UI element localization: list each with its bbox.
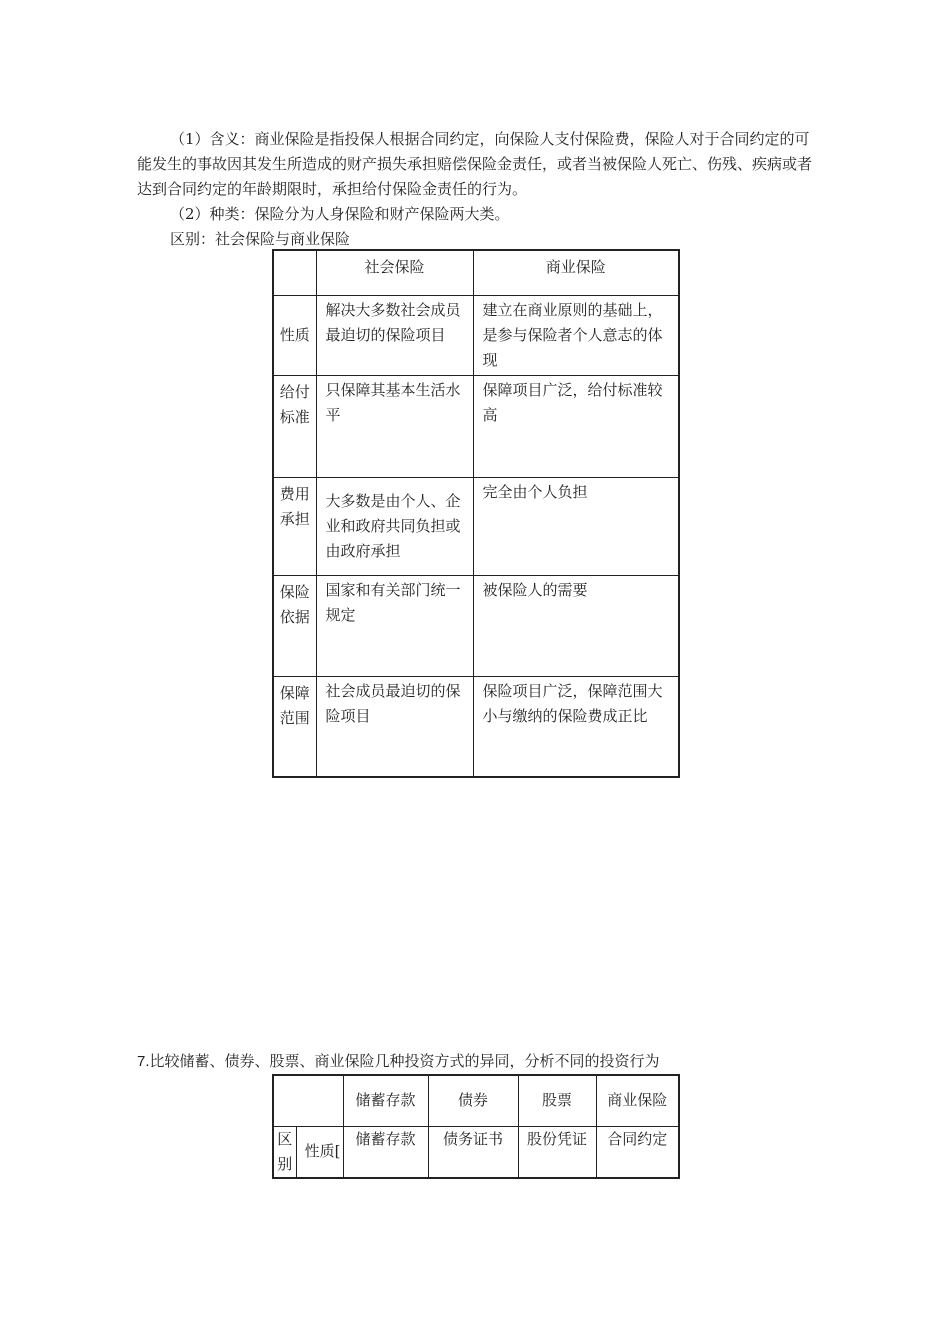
header-commercial-insurance: 商业保险	[473, 250, 679, 295]
investment-comparison-table	[272, 1074, 680, 1179]
cell-commercial-insurance: 合同约定	[596, 1126, 679, 1178]
cell-social: 社会成员最迫切的保险项目	[316, 676, 473, 777]
cell-commercial: 保障项目广泛，给付标准较高	[473, 375, 679, 477]
table-row	[273, 295, 679, 375]
table-row	[273, 477, 679, 575]
cell-social: 只保障其基本生活水平	[316, 375, 473, 477]
definition-paragraph: （1）含义：商业保险是指投保人根据合同约定，向保险人支付保险费，保险人对于合同约定的可能发生的事故因其发生所造成的财产损失承担赔偿保险金责任，或者当被保险人死亡、伤残、疾病或者达到合同约定的年龄期限时，承担给付保险金责任的行为。	[137, 130, 813, 198]
table-row	[273, 676, 679, 777]
table-row	[273, 575, 679, 676]
cell-bonds: 债务证书	[428, 1126, 518, 1178]
table-row	[273, 375, 679, 477]
table-header-row	[273, 250, 679, 295]
cell-commercial: 被保险人的需要	[473, 575, 679, 676]
cell-social: 国家和有关部门统一规定	[316, 575, 473, 676]
row-label-coverage: 保障范围	[273, 676, 316, 777]
cell-savings: 储蓄存款	[343, 1126, 428, 1178]
table-header-row	[273, 1075, 679, 1126]
cell-commercial: 建立在商业原则的基础上，是参与保险者个人意志的体现	[473, 295, 679, 375]
row-label-nature: 性质[	[296, 1126, 343, 1178]
table-corner-cell	[273, 1075, 343, 1126]
insurance-comparison-table	[272, 249, 680, 778]
header-bonds: 债券	[428, 1075, 518, 1126]
header-commercial-insurance: 商业保险	[596, 1075, 679, 1126]
difference-caption: 区别：社会保险与商业保险	[170, 230, 351, 248]
cell-stocks: 股份凭证	[518, 1126, 596, 1178]
row-label-basis: 保险依据	[273, 575, 316, 676]
header-savings: 储蓄存款	[343, 1075, 428, 1126]
cell-commercial: 完全由个人负担	[473, 477, 679, 575]
row-group-difference: 区别	[273, 1126, 296, 1178]
header-social-insurance: 社会保险	[316, 250, 473, 295]
section-number: 7.	[137, 1053, 150, 1070]
header-stocks: 股票	[518, 1075, 596, 1126]
row-label-payment-standard: 给付标准	[273, 375, 316, 477]
cell-commercial: 保险项目广泛，保障范围大小与缴纳的保险费成正比	[473, 676, 679, 777]
section-title: 比较储蓄、债券、股票、商业保险几种投资方式的异同，分析不同的投资行为	[149, 1052, 660, 1070]
types-paragraph: （2）种类：保险分为人身保险和财产保险两大类。	[170, 205, 510, 223]
cell-social: 解决大多数社会成员最迫切的保险项目	[316, 295, 473, 375]
cell-social: 大多数是由个人、企业和政府共同负担或由政府承担	[316, 477, 473, 575]
section-heading	[137, 1050, 660, 1073]
row-label-nature: 性质	[273, 295, 316, 375]
table-corner-cell	[273, 250, 316, 295]
table-row	[273, 1126, 679, 1178]
row-label-cost-bearing: 费用承担	[273, 477, 316, 575]
